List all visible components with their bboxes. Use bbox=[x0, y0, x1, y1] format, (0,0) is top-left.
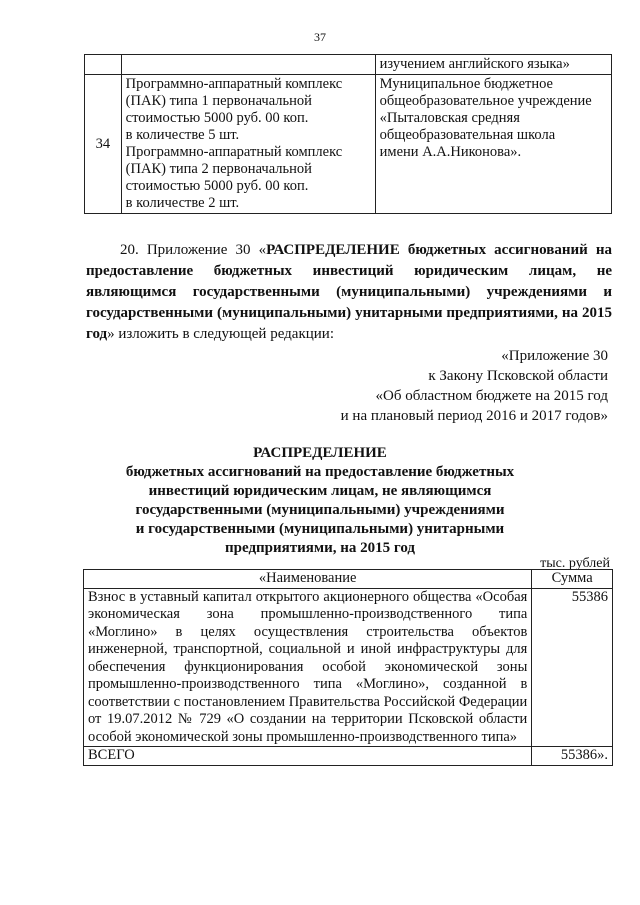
description-line: (ПАК) типа 1 первоначальной bbox=[125, 93, 312, 109]
total-label: ВСЕГО bbox=[84, 747, 532, 766]
institution-line: Муниципальное бюджетное bbox=[379, 76, 553, 92]
empty-cell bbox=[85, 55, 122, 75]
title-line: бюджетных ассигнований на предоставление бюджетных bbox=[125, 464, 515, 480]
empty-cell bbox=[121, 55, 375, 75]
institution-line: «Пыталовская средняя bbox=[379, 110, 520, 126]
appendix-line: и на плановый период 2016 и 2017 годов» bbox=[340, 408, 608, 424]
description-line: Программно-аппаратный комплекс bbox=[125, 144, 343, 160]
document-title bbox=[0, 444, 640, 558]
paragraph-prefix: 20. Приложение 30 « bbox=[120, 242, 267, 258]
allocation-sum: 55386 bbox=[532, 588, 613, 747]
appendix-line: к Закону Псковской области bbox=[428, 368, 608, 384]
allocation-name: Взнос в уставный капитал открытого акционерного общества «Особая экономическая зона промышленно-производственного типа «Моглино» в целях осуществления строительства объектов инженерной, транспортной, социальной и иной инфраструктуры для обеспечения функционирования особой экономической зоны промышленно-производственного типа «Моглино», созданной в соответствии с постановлением Правительства Российской Федерации от 19.07.2012 № 729 «О создании на территории Псковской области особой экономической зоны промышленно-производственного типа» bbox=[84, 588, 532, 747]
allocation-table bbox=[83, 569, 613, 766]
amendment-paragraph bbox=[86, 240, 612, 345]
header-name: «Наименование bbox=[84, 570, 532, 589]
description-line: стоимостью 5000 руб. 00 коп. bbox=[125, 178, 309, 194]
title-line: государственными (муниципальными) учреждениями bbox=[135, 502, 505, 518]
table-total-row bbox=[84, 747, 613, 766]
title-line: РАСПРЕДЕЛЕНИЕ bbox=[253, 445, 387, 461]
appendix-line: «Приложение 30 bbox=[501, 348, 608, 364]
appendix-line: «Об областном бюджете на 2015 год bbox=[375, 388, 608, 404]
description-line: (ПАК) типа 2 первоначальной bbox=[125, 161, 312, 177]
institutions-table bbox=[84, 54, 612, 214]
table-row bbox=[85, 75, 612, 214]
appendix-header bbox=[341, 346, 608, 426]
page-number: 37 bbox=[314, 30, 326, 44]
continuation-cell: изучением английского языка» bbox=[375, 55, 611, 75]
description-line: в количестве 5 шт. bbox=[125, 127, 240, 143]
paragraph-bold-title: РАСПРЕДЕЛЕНИЕ бюджетных ассигнований на предоставление бюджетных инвестиций юридическим лицам, не являющимся государственными (муниципальными) учреждениями и государственными (муниципальными) унитарными предприятиями, на 2015 год bbox=[86, 242, 612, 342]
total-sum: 55386». bbox=[532, 747, 613, 766]
table-row-continuation bbox=[85, 55, 612, 75]
table-header-row bbox=[84, 570, 613, 589]
institution-line: общеобразовательное учреждение bbox=[379, 93, 592, 109]
title-line: инвестиций юридическим лицам, не являющимся bbox=[148, 483, 492, 499]
description-line: в количестве 2 шт. bbox=[125, 195, 240, 211]
institution-line: имени А.А.Никонова». bbox=[379, 144, 522, 160]
description-line: стоимостью 5000 руб. 00 коп. bbox=[125, 110, 309, 126]
description-line: Программно-аппаратный комплекс bbox=[125, 76, 343, 92]
units-label: тыс. рублей bbox=[540, 556, 610, 571]
title-line: предприятиями, на 2015 год bbox=[225, 540, 415, 556]
equipment-description bbox=[121, 75, 375, 214]
institution-line: общеобразовательная школа bbox=[379, 127, 556, 143]
header-sum: Сумма bbox=[532, 570, 613, 589]
title-line: и государственными (муниципальными) унитарными bbox=[135, 521, 505, 537]
institution-name bbox=[375, 75, 611, 214]
row-number: 34 bbox=[85, 75, 122, 214]
table-row bbox=[84, 588, 613, 747]
paragraph-suffix: » изложить в следующей редакции: bbox=[107, 326, 334, 342]
